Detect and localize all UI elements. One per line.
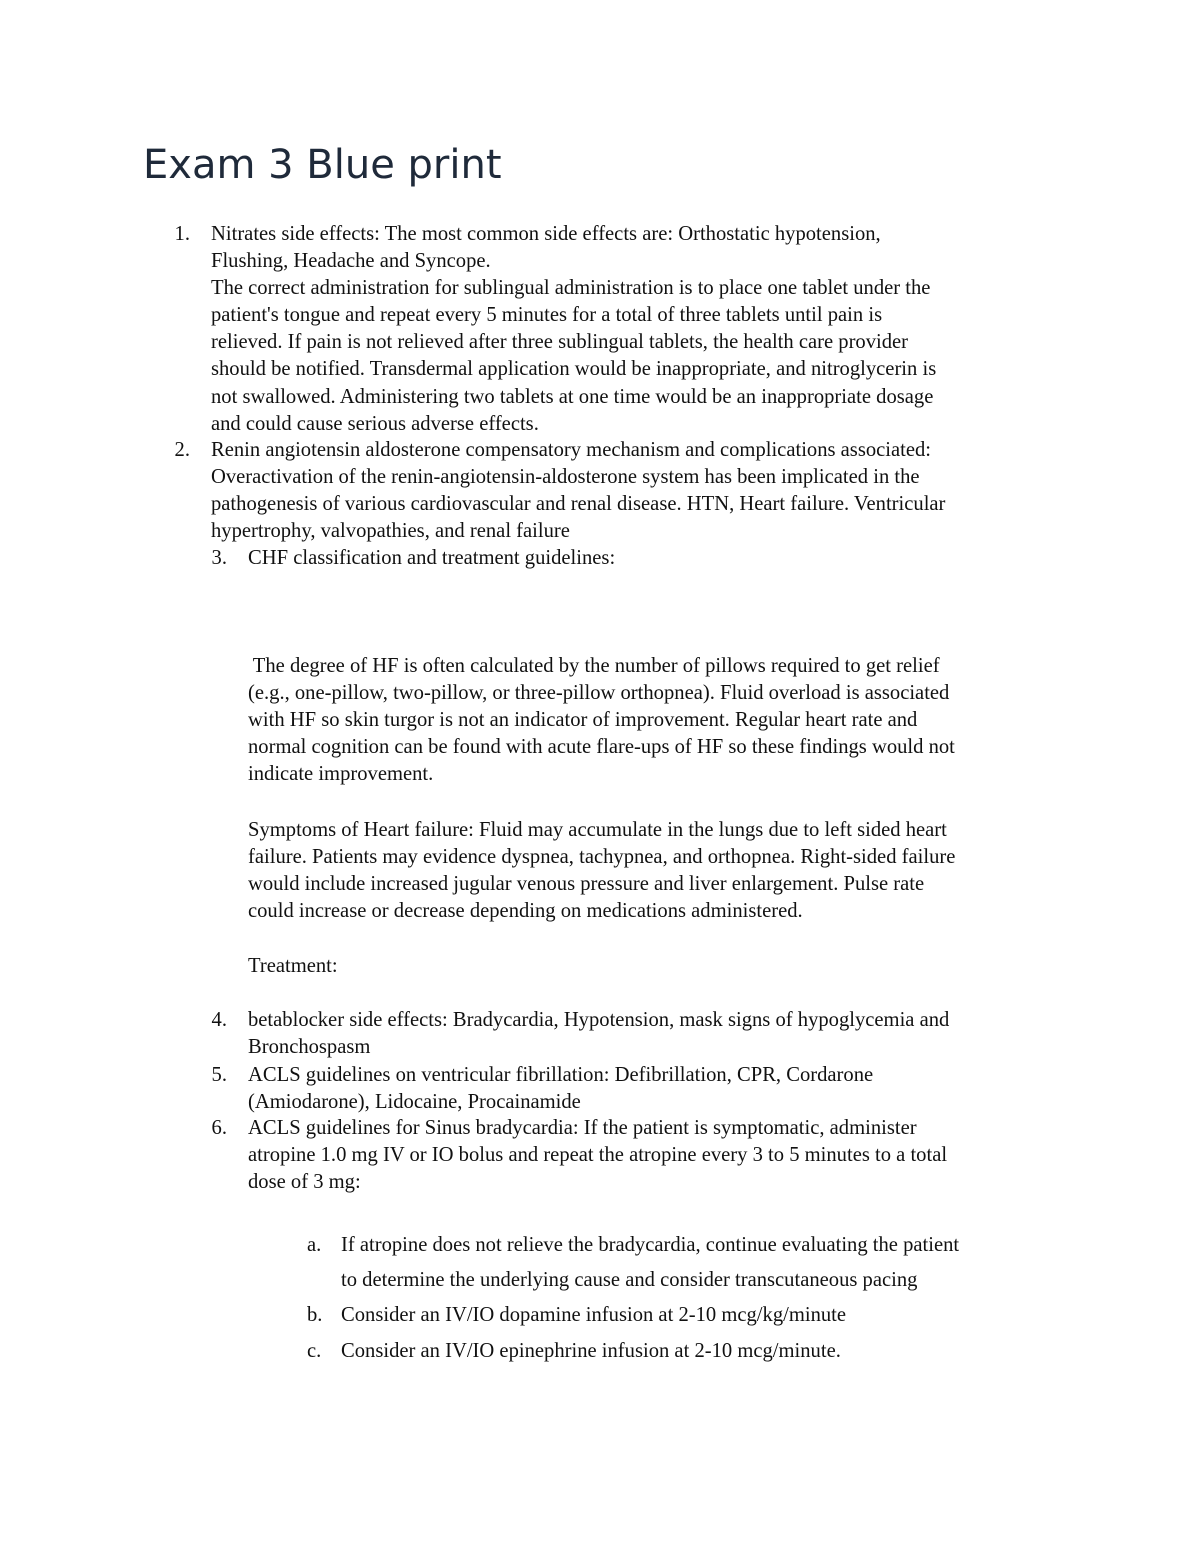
text-line: would include increased jugular venous pressure and liver enlargement. Pulse rate [248, 873, 925, 896]
chf-paragraph-symptoms [248, 817, 955, 925]
text-line: failure. Patients may evidence dyspnea, tachypnea, and orthopnea. Right-sided failure [248, 846, 956, 869]
list-item-4-text [248, 1007, 949, 1061]
document-title: Exam 3 Blue print [143, 142, 502, 188]
text-line: ACLS guidelines for Sinus bradycardia: If the patient is symptomatic, administer [248, 1117, 917, 1139]
list-item-2-text [211, 437, 945, 545]
text-line: with HF so skin turgor is not an indicator of improvement. Regular heart rate and [248, 709, 918, 732]
text-line: CHF classification and treatment guidelines: [248, 547, 616, 569]
text-line: to determine the underlying cause and consider transcutaneous pacing [341, 1269, 918, 1291]
list-number-1: 1. [174, 223, 190, 245]
text-line: and could cause serious adverse effects. [211, 412, 539, 435]
text-line: Symptoms of Heart failure: Fluid may accumulate in the lungs due to left sided heart [248, 819, 947, 841]
list-item-5-text [248, 1062, 873, 1116]
text-line: Overactivation of the renin-angiotensin-aldosterone system has been implicated in the [211, 466, 920, 489]
list-number-3: 3. [211, 547, 227, 569]
list-number-5: 5. [211, 1064, 227, 1086]
chf-paragraph-degree [248, 653, 955, 788]
text-line: atropine 1.0 mg IV or IO bolus and repeat the atropine every 3 to 5 minutes to a total [248, 1144, 948, 1167]
text-line: Renin angiotensin aldosterone compensatory mechanism and complications associated: [211, 439, 932, 461]
text-line: (Amiodarone), Lidocaine, Procainamide [248, 1091, 581, 1114]
text-line: If atropine does not relieve the bradycardia, continue evaluating the patient [341, 1234, 960, 1256]
list-item-3-text [248, 545, 615, 572]
text-line: hypertrophy, valvopathies, and renal failure [211, 520, 570, 543]
sub-list-item-b-text [341, 1298, 846, 1333]
text-line: The correct administration for sublingual administration is to place one tablet under the [211, 277, 931, 300]
list-number-2: 2. [174, 439, 190, 461]
list-item-1-text [211, 221, 936, 438]
sub-list-letter-b: b. [307, 1304, 323, 1326]
text-line: Nitrates side effects: The most common side effects are: Orthostatic hypotension, [211, 223, 881, 245]
list-number-6: 6. [211, 1117, 227, 1139]
text-line: Consider an IV/IO epinephrine infusion at 2-10 mcg/minute. [341, 1340, 841, 1362]
text-line: not swallowed. Administering two tablets at one time would be an inappropriate dosage [211, 385, 934, 408]
text-line: The degree of HF is often calculated by the number of pillows required to get relief [248, 655, 940, 677]
text-line: Flushing, Headache and Syncope. [211, 250, 491, 273]
text-line: indicate improvement. [248, 763, 434, 786]
text-line: normal cognition can be found with acute flare-ups of HF so these findings would not [248, 736, 955, 759]
list-item-6-text [248, 1115, 947, 1196]
sub-list-letter-c: c. [307, 1340, 322, 1362]
text-line: relieved. If pain is not relieved after three sublingual tablets, the health care provider [211, 331, 909, 354]
text-line: betablocker side effects: Bradycardia, Hypotension, mask signs of hypoglycemia and [248, 1009, 950, 1031]
text-line: ACLS guidelines on ventricular fibrillation: Defibrillation, CPR, Cordarone [248, 1064, 874, 1086]
list-number-4: 4. [211, 1009, 227, 1031]
treatment-label: Treatment: [248, 955, 338, 977]
text-line: could increase or decrease depending on medications administered. [248, 900, 803, 923]
sub-list-letter-a: a. [307, 1234, 322, 1256]
text-line: Consider an IV/IO dopamine infusion at 2-10 mcg/kg/minute [341, 1304, 847, 1326]
text-line: Bronchospasm [248, 1036, 371, 1059]
text-line: pathogenesis of various cardiovascular and renal disease. HTN, Heart failure. Ventricular [211, 493, 946, 516]
text-line: dose of 3 mg: [248, 1171, 361, 1194]
text-line: (e.g., one-pillow, two-pillow, or three-pillow orthopnea). Fluid overload is associated [248, 682, 950, 705]
sub-list-item-c-text [341, 1334, 841, 1369]
sub-list-item-a-text [341, 1228, 959, 1298]
text-line: should be notified. Transdermal application would be inappropriate, and nitroglycerin is [211, 358, 937, 381]
text-line: patient's tongue and repeat every 5 minutes for a total of three tablets until pain is [211, 304, 883, 327]
